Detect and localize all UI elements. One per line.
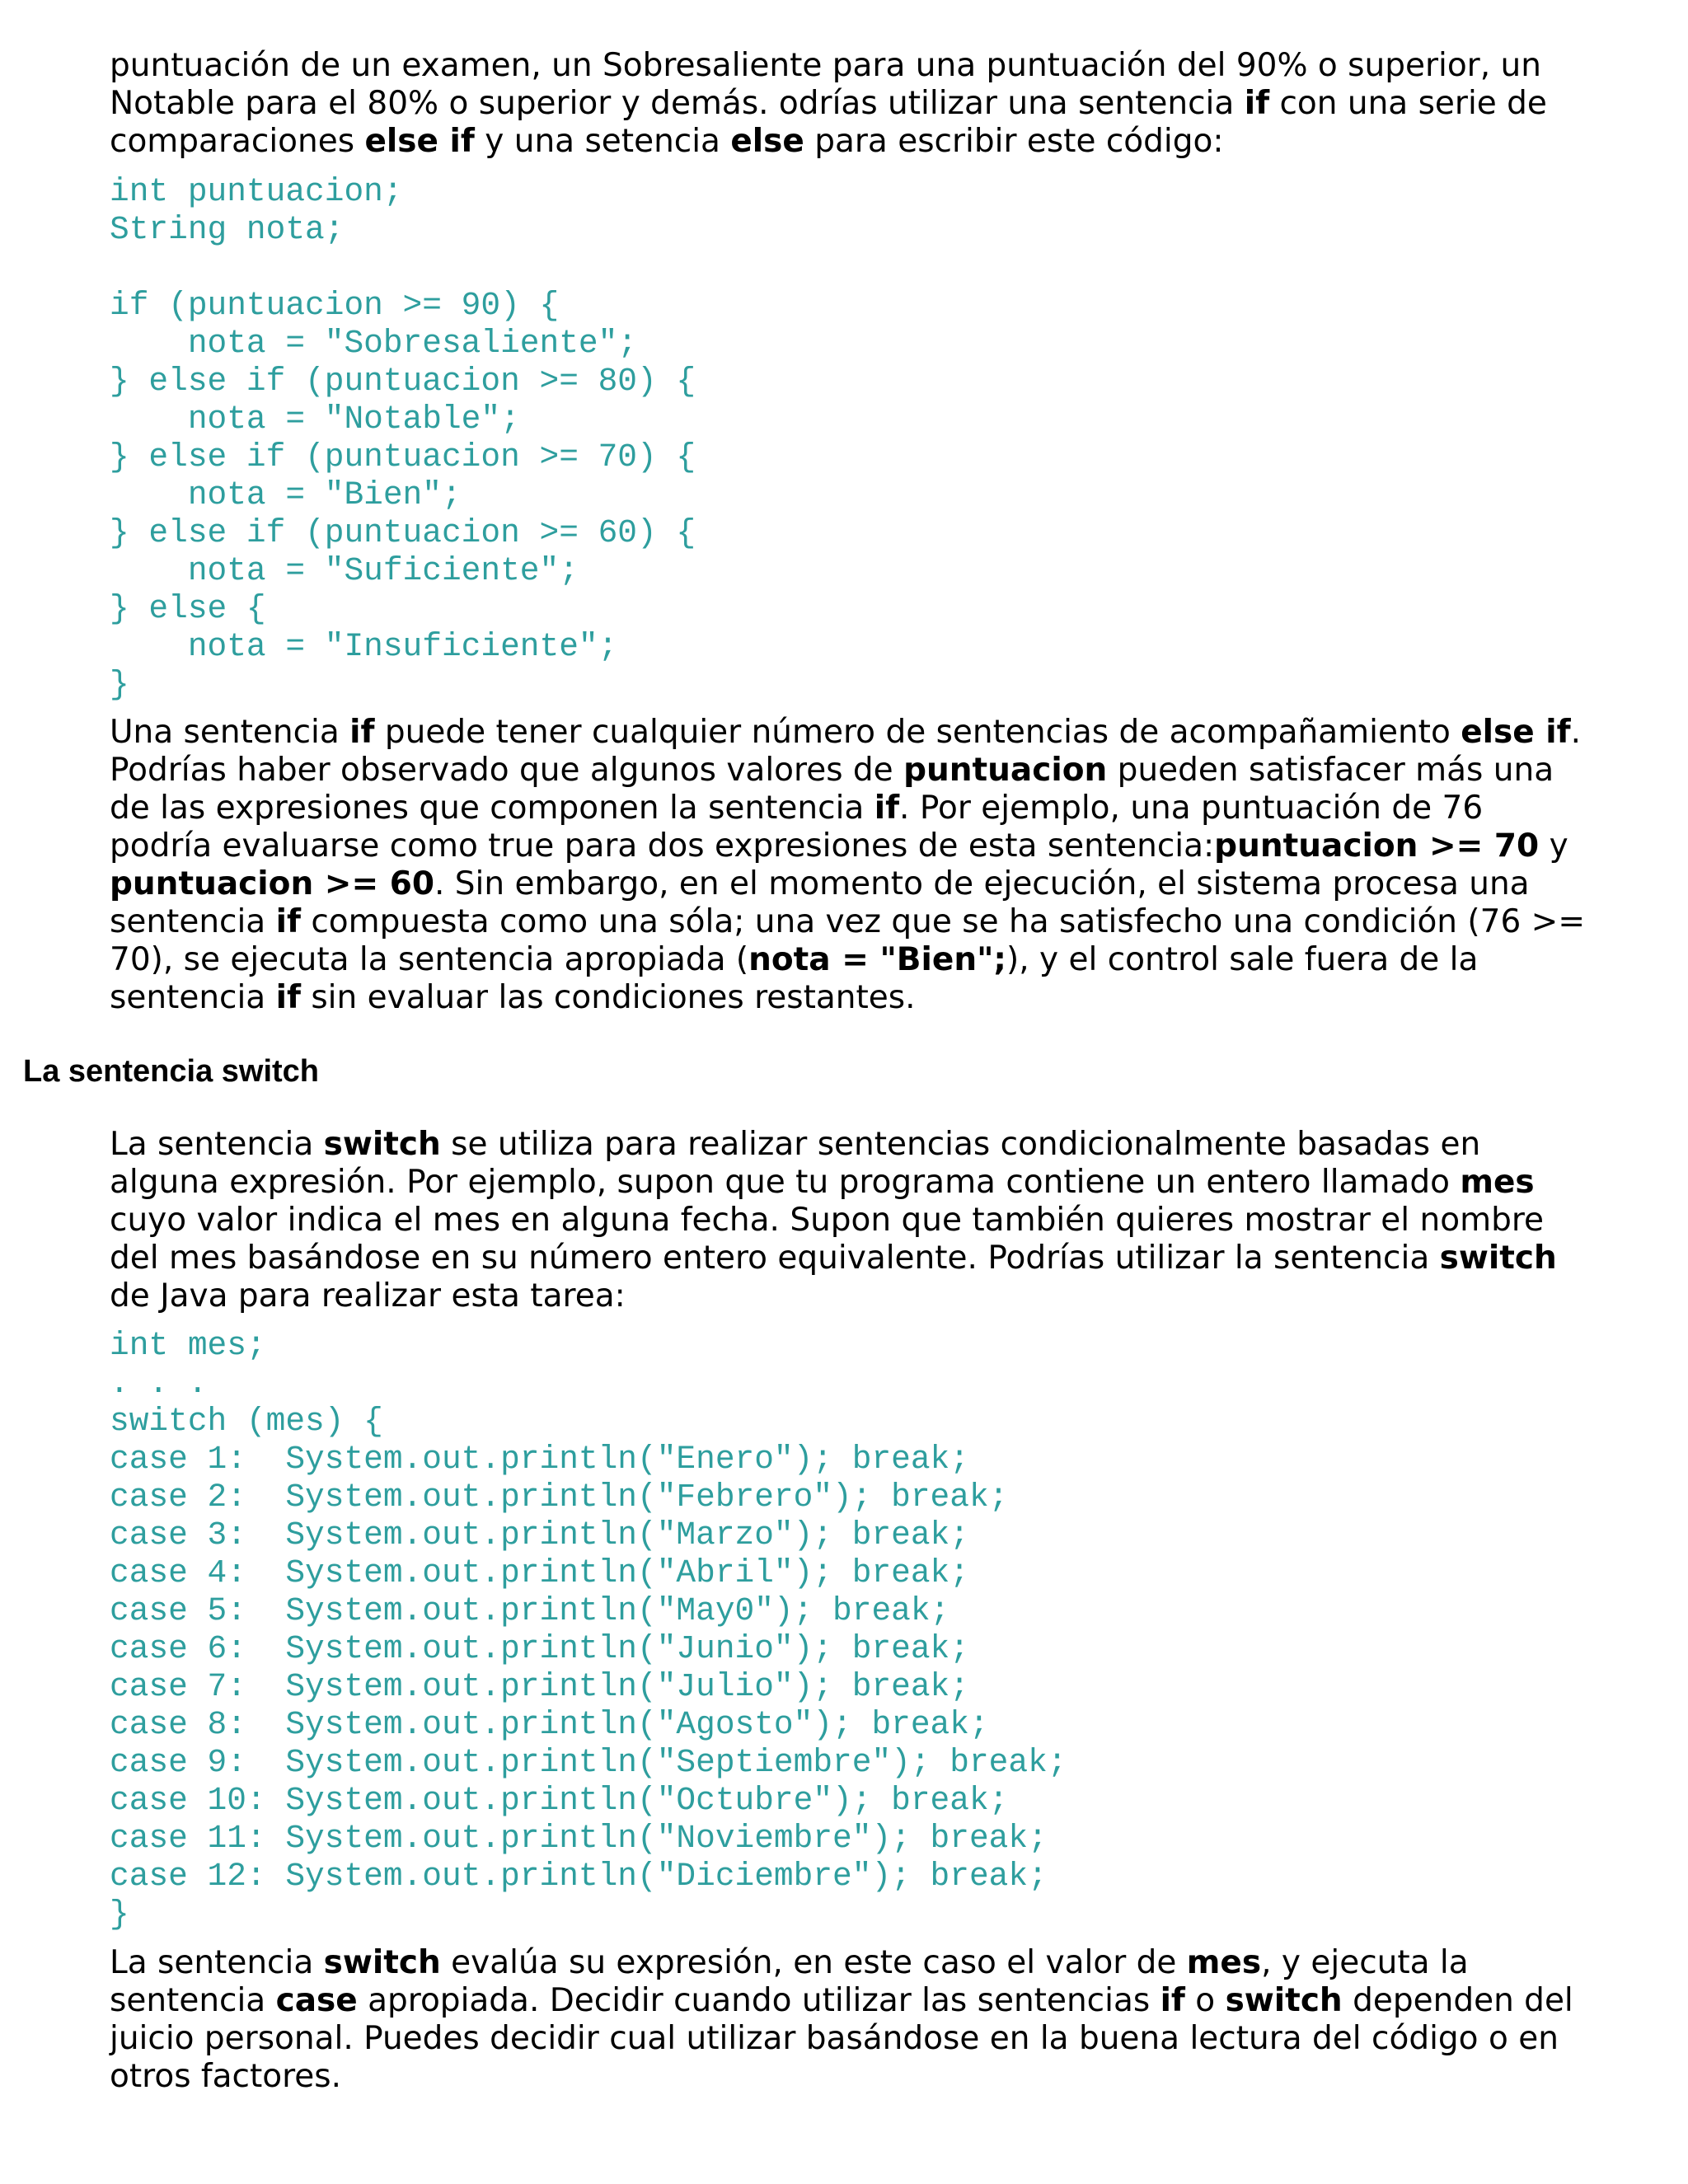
code-line: nota = "Bien"; <box>110 476 462 513</box>
bold-term: mes <box>1186 1944 1262 1981</box>
text-run: pueden satisfacer más una de las expresiones que componen la sentencia <box>110 752 1554 827</box>
text-run: compuesta como una sóla; una vez que se ha satisfecho una condición (76 >= 70), se ejecuta la sentencia apropiada ( <box>110 903 1586 978</box>
code-line: } <box>110 666 129 703</box>
text-run: apropiada. Decidir cuando utilizar las sentencias <box>357 1982 1160 2019</box>
switch-code-block-wrapper <box>110 1327 1593 1933</box>
text-run: La sentencia <box>110 1126 324 1163</box>
text-run: Una sentencia <box>110 714 350 751</box>
code-line: case 11: System.out.println("Noviembre"); break; <box>110 1820 1048 1857</box>
bold-term: nota = "Bien"; <box>748 941 1007 978</box>
text-run: cuyo valor indica el mes en alguna fecha. Supon que también quieres mostrar el nombre del mes basándose en su número entero equivalente. Podrías utilizar la sentencia <box>110 1202 1545 1277</box>
code-line: int puntuacion; <box>110 173 403 210</box>
code-line: if (puntuacion >= 90) { <box>110 287 560 324</box>
code-line: } else { <box>110 590 266 627</box>
code-line: int mes; <box>110 1327 266 1364</box>
code-line: case 5: System.out.println("May0"); break; <box>110 1592 950 1629</box>
text-run: . Por ejemplo, una puntuación de 76 podría evaluarse como true para dos expresiones de esta sentencia: <box>110 790 1484 865</box>
code-line: nota = "Suficiente"; <box>110 552 579 589</box>
text-run: puntuación de un examen, un Sobresaliente para una puntuación del 90% o superior, un Notable para el 80% o superior y demás. odrías utilizar una sentencia <box>110 47 1541 122</box>
intro-paragraph-wrapper <box>110 47 1593 161</box>
code-line: } else if (puntuacion >= 70) { <box>110 438 696 476</box>
code-line: . . . <box>110 1365 208 1402</box>
text-run: sin evaluar las condiciones restantes. <box>300 979 916 1016</box>
if-code-block-wrapper <box>110 173 1593 704</box>
bold-term: mes <box>1460 1164 1535 1201</box>
text-run: dependen del juicio personal. Puedes decidir cual utilizar basándose en la buena lectura del código o en otros factores. <box>110 1982 1573 2095</box>
text-run: , y ejecuta la sentencia <box>110 1944 1469 2019</box>
code-line: case 9: System.out.println("Septiembre"); break; <box>110 1744 1067 1781</box>
text-run: y <box>1539 827 1568 865</box>
code-line <box>110 249 1593 287</box>
bold-term: case <box>275 1982 358 2019</box>
bold-term: if <box>275 903 301 940</box>
code-line: switch (mes) { <box>110 1403 383 1440</box>
code-line: case 3: System.out.println("Marzo"); break; <box>110 1516 969 1554</box>
switch-intro-paragraph <box>110 1126 1593 1315</box>
bold-term: switch <box>323 1944 441 1981</box>
bold-term: puntuacion >= 60 <box>110 865 434 902</box>
bold-term: else if <box>1461 714 1571 751</box>
text-run: . Podrías haber observado que algunos valores de <box>110 714 1582 789</box>
if-explanation-paragraph <box>110 714 1593 1017</box>
code-line: case 8: System.out.println("Agosto"); break; <box>110 1706 989 1743</box>
bold-term: puntuacion <box>903 752 1108 789</box>
text-run: puede tener cualquier número de sentencias de acompañamiento <box>374 714 1461 751</box>
code-line: } else if (puntuacion >= 80) { <box>110 363 696 400</box>
text-run: ), y el control sale fuera de la sentencia <box>110 941 1479 1016</box>
code-line: case 2: System.out.println("Febrero"); break; <box>110 1479 1009 1516</box>
code-line: case 1: System.out.println("Enero"); break; <box>110 1441 969 1478</box>
switch-explanation-paragraph <box>110 1944 1593 2096</box>
code-line: case 6: System.out.println("Junio"); break; <box>110 1630 969 1667</box>
text-run: o <box>1184 1982 1226 2019</box>
intro-paragraph <box>110 47 1593 161</box>
text-run: se utiliza para realizar sentencias condicionalmente basadas en alguna expresión. Por ejemplo, supon que tu programa contiene un entero llamado <box>110 1126 1481 1201</box>
code-line: case 4: System.out.println("Abril"); break; <box>110 1554 969 1591</box>
code-line: case 10: System.out.println("Octubre"); break; <box>110 1782 1009 1819</box>
bold-term: switch <box>1225 1982 1343 2019</box>
bold-term: if <box>349 714 375 751</box>
code-line: case 12: System.out.println("Diciembre"); break; <box>110 1858 1048 1895</box>
bold-term: switch <box>1439 1240 1557 1277</box>
if-explanation-wrapper <box>110 714 1593 1017</box>
bold-term: else if <box>364 123 475 160</box>
switch-code-block <box>110 1327 1593 1933</box>
switch-section-heading: La sentencia switch <box>23 1054 320 1089</box>
bold-term: if <box>275 979 301 1016</box>
text-run: . Sin embargo, en el momento de ejecución, el sistema procesa una sentencia <box>110 865 1530 940</box>
code-line: } <box>110 1896 129 1933</box>
text-run: La sentencia <box>110 1944 324 1981</box>
bold-term: if <box>1244 85 1270 122</box>
text-run: y una setencia <box>474 123 731 160</box>
if-code-block <box>110 173 1593 704</box>
text-run: para escribir este código: <box>804 123 1224 160</box>
text-run: evalúa su expresión, en este caso el valor de <box>440 1944 1187 1981</box>
bold-term: if <box>874 790 900 827</box>
switch-explanation-wrapper <box>110 1944 1593 2096</box>
code-line: nota = "Notable"; <box>110 401 520 438</box>
code-line: case 7: System.out.println("Julio"); break; <box>110 1668 969 1705</box>
bold-term: switch <box>323 1126 441 1163</box>
code-line: nota = "Insuficiente"; <box>110 628 618 665</box>
bold-term: else <box>730 123 804 160</box>
code-line: String nota; <box>110 211 345 248</box>
code-line: nota = "Sobresaliente"; <box>110 325 638 362</box>
code-line: } else if (puntuacion >= 60) { <box>110 514 696 551</box>
text-run: de Java para realizar esta tarea: <box>110 1277 626 1315</box>
text-run: con una serie de comparaciones <box>110 85 1547 160</box>
switch-intro-wrapper <box>110 1126 1593 1315</box>
bold-term: puntuacion >= 70 <box>1214 827 1540 865</box>
bold-term: if <box>1160 1982 1185 2019</box>
